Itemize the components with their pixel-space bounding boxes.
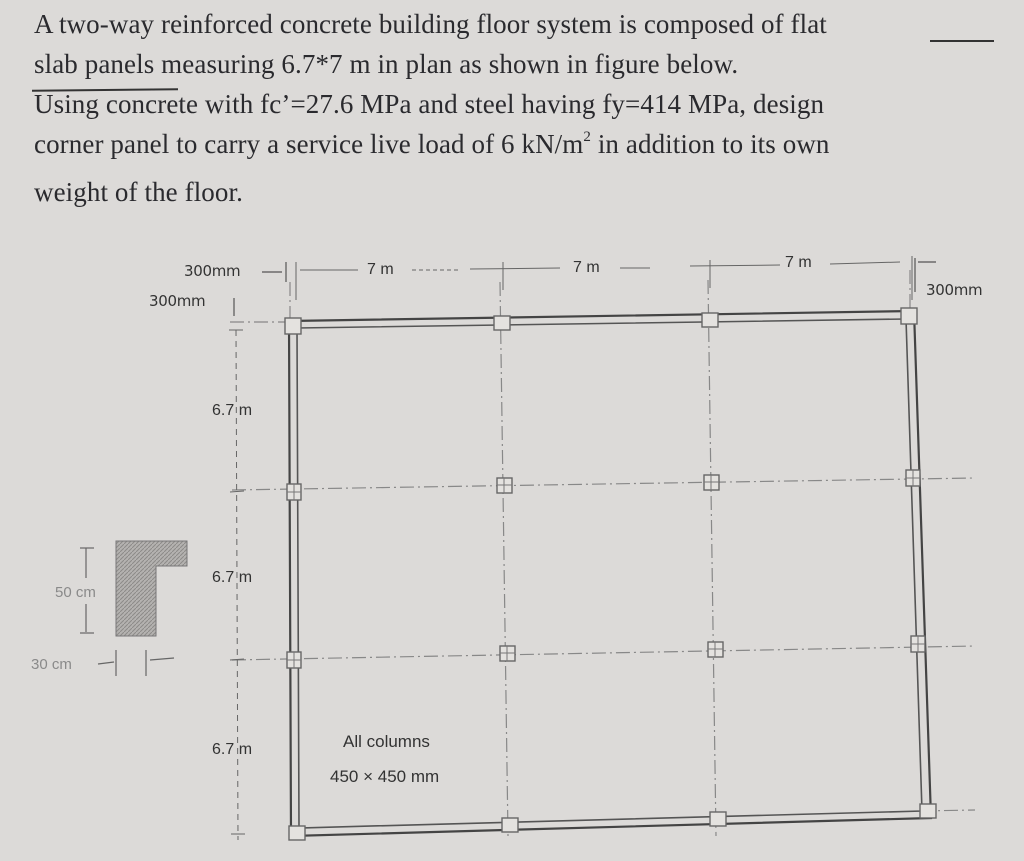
dim-span-3-y: 6.7 m bbox=[212, 741, 253, 758]
dim-span-2-y: 6.7 m bbox=[212, 569, 253, 586]
superscript-2: 2 bbox=[583, 129, 591, 145]
grid-lines bbox=[230, 270, 975, 836]
problem-line-1: A two-way reinforced concrete building floor system is composed of flat bbox=[34, 9, 827, 39]
dim-span-2-x: 7 m bbox=[573, 259, 600, 276]
columns bbox=[285, 308, 936, 840]
problem-line-3: Using concrete with fc’=27.6 MPa and steel having fy=414 MPa, design bbox=[34, 89, 825, 119]
column-crosses bbox=[287, 470, 925, 668]
beam-section-shape bbox=[116, 541, 187, 636]
dim-span-1-x: 7 m bbox=[367, 261, 394, 278]
dim-top-edge-left: 300mm bbox=[184, 262, 241, 280]
problem-line-4-rest: in addition to its own bbox=[590, 129, 830, 159]
columns-note-line-2: 450 × 450 mm bbox=[330, 767, 440, 786]
dim-span-1-y: 6.7 m bbox=[212, 402, 253, 419]
problem-line-5: weight of the floor. bbox=[34, 177, 243, 207]
dim-top-edge-right: 300mm bbox=[926, 281, 983, 299]
problem-line-2: slab panels measuring 6.7*7 m in plan as shown in figure below. bbox=[34, 49, 739, 79]
beam-width-label: 30 cm bbox=[31, 656, 72, 673]
columns-note-line-1: All columns bbox=[343, 732, 430, 751]
problem-line-4-text: corner panel to carry a service live load of 6 kN/m bbox=[34, 129, 584, 159]
beam-depth-label: 50 cm bbox=[55, 584, 96, 601]
dim-span-3-x: 7 m bbox=[785, 254, 812, 271]
slab-outline-outer bbox=[289, 311, 931, 836]
dim-left-edge-top: 300mm bbox=[149, 292, 206, 310]
